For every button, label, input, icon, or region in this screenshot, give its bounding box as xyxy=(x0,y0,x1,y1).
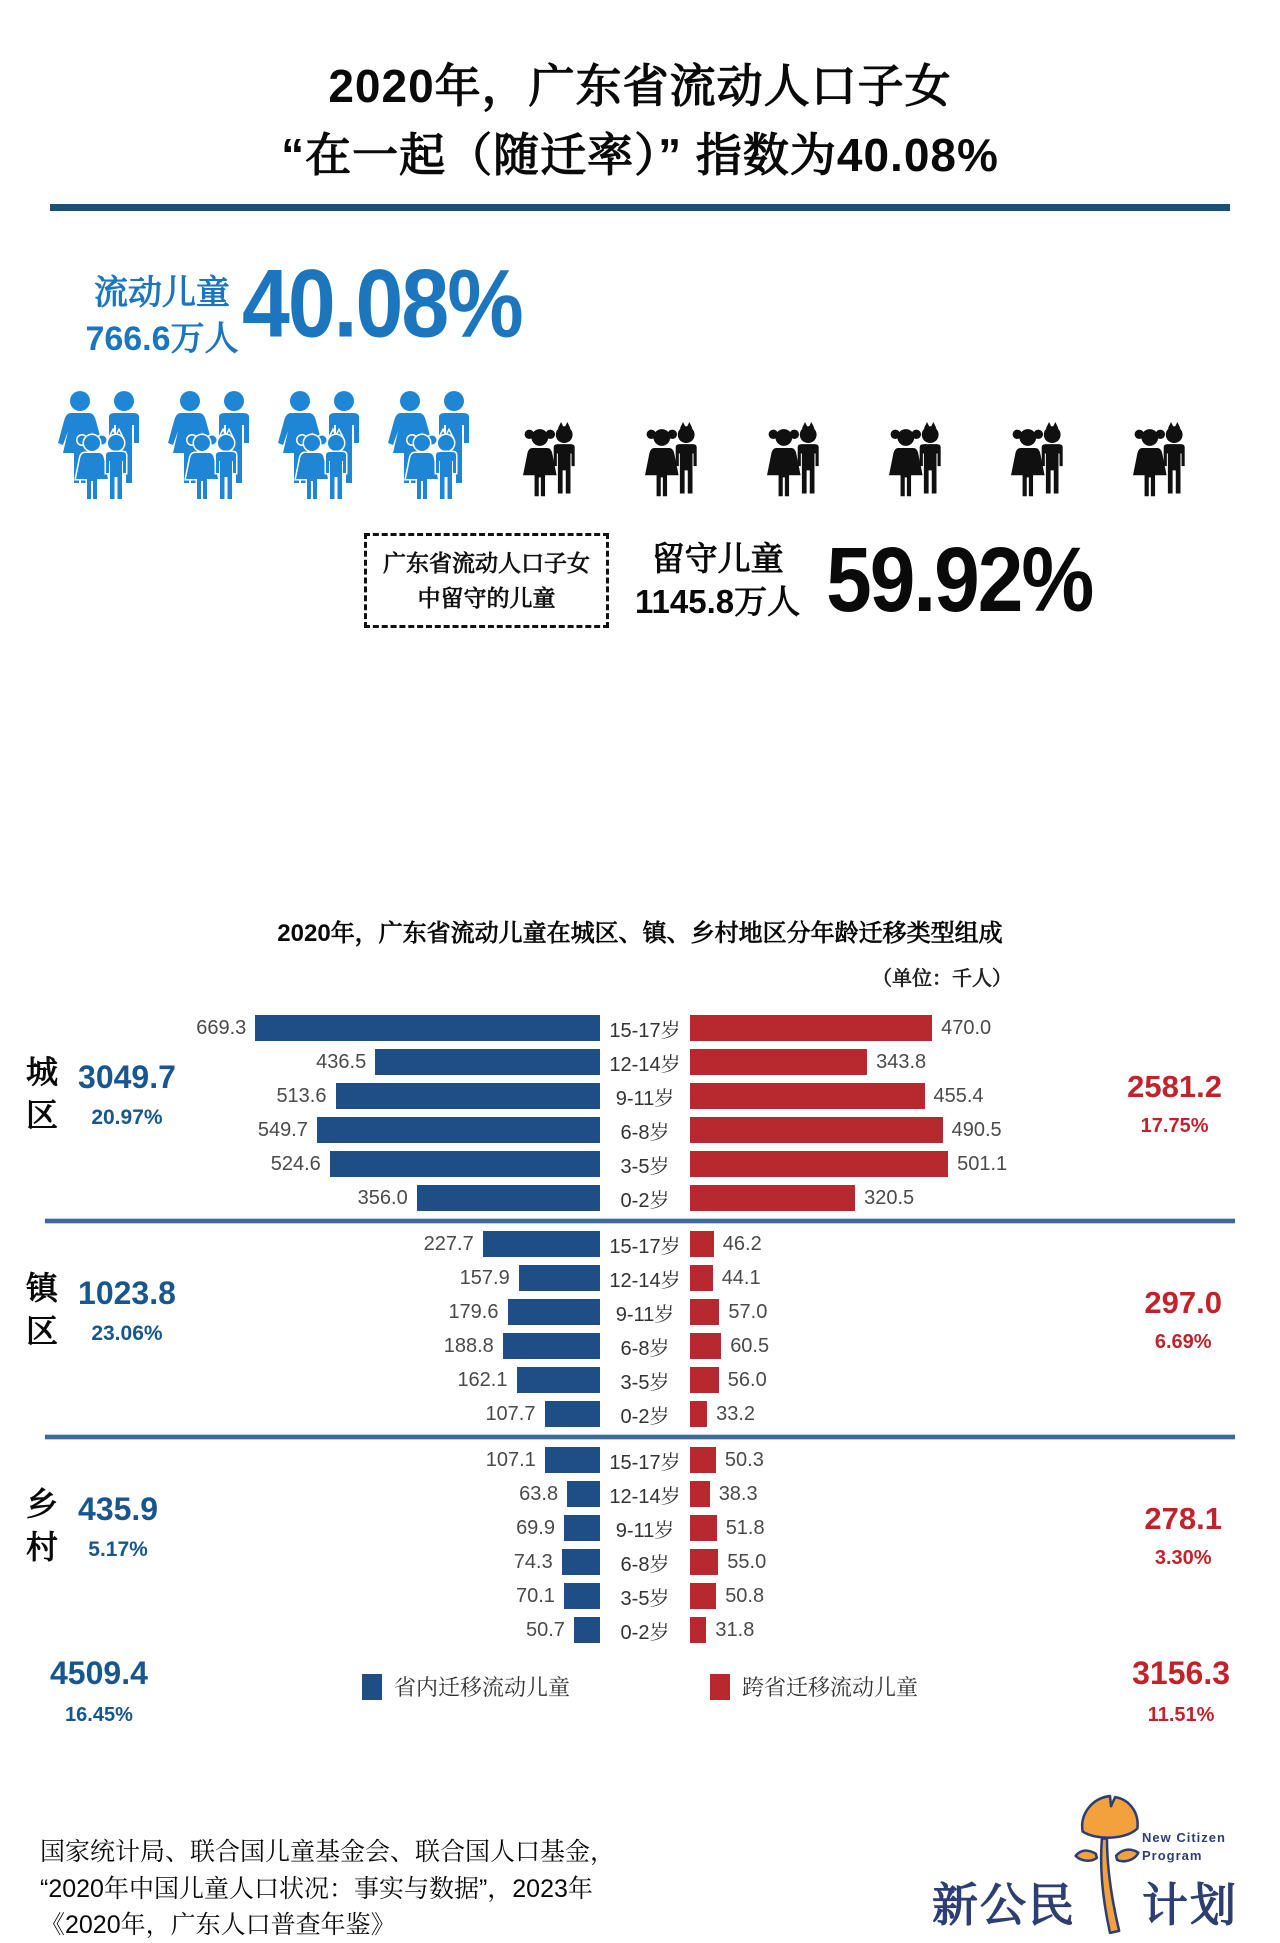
within-value: 179.6 xyxy=(448,1300,499,1323)
cross-value: 320.5 xyxy=(864,1186,915,1209)
region-block xyxy=(26,1051,176,1137)
cross-bar xyxy=(690,1401,707,1427)
cross-total-block xyxy=(1144,1285,1222,1354)
source-line3: 《2020年，广东人口普查年鉴》 xyxy=(40,1910,396,1939)
age-label: 9-11岁 xyxy=(615,1087,675,1110)
migrant-percent: 40.08% xyxy=(242,250,522,358)
age-label: 9-11岁 xyxy=(615,1519,675,1542)
children-pair-icon xyxy=(644,418,704,502)
bar-row xyxy=(40,1045,1240,1079)
region-block xyxy=(26,1267,176,1353)
page-title xyxy=(0,0,1280,190)
rows xyxy=(40,1227,1240,1431)
cross-total: 278.1 xyxy=(1144,1501,1222,1536)
cross-pct: 17.75% xyxy=(1140,1115,1209,1137)
bar-row xyxy=(40,1363,1240,1397)
family-icon xyxy=(382,387,482,502)
within-bar xyxy=(562,1549,600,1575)
black-pair-icons xyxy=(522,418,1192,502)
logo-en-line2: Program xyxy=(1142,1847,1203,1863)
cross-value: 56.0 xyxy=(727,1368,767,1391)
within-bar xyxy=(567,1481,600,1507)
region-label: 城 区 xyxy=(26,1054,59,1134)
cross-bar xyxy=(690,1515,717,1541)
migrant-label-line2: 766.6万人 xyxy=(85,319,239,358)
cross-value: 490.5 xyxy=(951,1118,1002,1141)
age-label: 6-8岁 xyxy=(620,1337,670,1360)
rows xyxy=(40,1011,1240,1215)
within-bar xyxy=(336,1083,601,1109)
cross-value: 44.1 xyxy=(721,1266,761,1289)
cross-bar xyxy=(690,1367,719,1393)
within-bar xyxy=(545,1401,601,1427)
within-bar xyxy=(417,1185,600,1211)
left-behind-label xyxy=(635,538,800,624)
within-value: 69.9 xyxy=(516,1516,555,1539)
section-rural xyxy=(0,1443,1280,1647)
source-line2: “2020年中国儿童人口状况：事实与数据”，2023年 xyxy=(40,1874,593,1903)
children-pair-icon xyxy=(766,418,826,502)
within-value: 227.7 xyxy=(423,1232,474,1255)
cross-bar xyxy=(690,1049,867,1075)
region-label: 镇 区 xyxy=(26,1270,59,1350)
legend-item-within xyxy=(362,1671,570,1702)
region-label: 乡 村 xyxy=(26,1486,59,1566)
page-title-line1: 2020年，广东省流动人口子女 xyxy=(328,60,952,112)
within-bar xyxy=(564,1583,600,1609)
cross-bar xyxy=(690,1083,925,1109)
within-value: 74.3 xyxy=(513,1550,553,1573)
title-underline xyxy=(50,204,1230,211)
age-label: 3-5岁 xyxy=(620,1587,670,1610)
icon-row xyxy=(52,387,1192,502)
chart-legend xyxy=(148,1671,1132,1702)
chart-section xyxy=(0,913,1280,1727)
cross-value: 51.8 xyxy=(725,1516,765,1539)
within-bar xyxy=(317,1117,600,1143)
bar-row xyxy=(40,1329,1240,1363)
cross-bar xyxy=(690,1481,710,1507)
within-bar xyxy=(330,1151,600,1177)
within-bar xyxy=(483,1231,600,1257)
cross-bar xyxy=(690,1185,855,1211)
cross-value: 50.3 xyxy=(724,1448,764,1471)
age-label: 12-14岁 xyxy=(609,1485,681,1508)
page-title-line2: “在一起（随迁率）” 指数为40.08% xyxy=(281,129,999,181)
cross-bar xyxy=(690,1549,718,1575)
footer xyxy=(0,1791,1280,1943)
bar-row xyxy=(40,1443,1240,1477)
within-bar xyxy=(508,1299,601,1325)
age-label: 9-11岁 xyxy=(615,1303,675,1326)
age-label: 0-2岁 xyxy=(620,1189,670,1212)
bar-row xyxy=(40,1511,1240,1545)
hero-section xyxy=(0,211,1280,913)
within-bar xyxy=(574,1617,600,1643)
within-bar xyxy=(517,1367,601,1393)
source-line1: 国家统计局、联合国儿童基金会、联合国人口基金， xyxy=(40,1838,616,1867)
age-label: 6-8岁 xyxy=(620,1553,670,1576)
within-value: 162.1 xyxy=(457,1368,508,1391)
age-label: 3-5岁 xyxy=(620,1155,670,1178)
within-value: 107.1 xyxy=(485,1448,536,1471)
cross-value: 470.0 xyxy=(941,1016,992,1039)
within-bar xyxy=(545,1447,600,1473)
logo-cn-part1: 新公民 xyxy=(932,1879,1076,1931)
age-label: 12-14岁 xyxy=(609,1053,681,1076)
bar-row xyxy=(40,1579,1240,1613)
within-bar xyxy=(375,1049,600,1075)
legend-label-cross: 跨省迁移流动儿童 xyxy=(742,1675,919,1700)
section-divider xyxy=(45,1434,1235,1440)
grand-total-within xyxy=(50,1655,148,1727)
cross-bar xyxy=(690,1333,721,1359)
bar-row xyxy=(40,1477,1240,1511)
rows xyxy=(40,1443,1240,1647)
grand-total-within-value: 4509.4 xyxy=(50,1655,148,1691)
cross-bar xyxy=(690,1151,948,1177)
cross-total-block xyxy=(1144,1501,1222,1570)
bar-row xyxy=(40,1545,1240,1579)
age-label: 12-14岁 xyxy=(609,1269,681,1292)
bar-row xyxy=(40,1295,1240,1329)
cross-pct: 6.69% xyxy=(1154,1331,1212,1353)
cross-bar xyxy=(690,1265,713,1291)
left-behind-label-line2: 1145.8万人 xyxy=(635,582,801,620)
within-total: 3049.7 xyxy=(78,1058,176,1095)
within-value: 157.9 xyxy=(459,1266,510,1289)
within-pct: 5.17% xyxy=(88,1537,148,1561)
family-icon xyxy=(52,387,152,502)
cross-value: 46.2 xyxy=(722,1232,762,1255)
within-value: 107.7 xyxy=(485,1402,536,1425)
within-bar xyxy=(564,1515,600,1541)
age-label: 3-5岁 xyxy=(620,1371,670,1394)
within-total: 435.9 xyxy=(78,1490,159,1527)
within-value: 63.8 xyxy=(519,1482,559,1505)
bar-row xyxy=(40,1261,1240,1295)
left-behind-percent: 59.92% xyxy=(826,528,1093,631)
within-value: 549.7 xyxy=(257,1118,308,1141)
left-behind-row xyxy=(364,528,1093,631)
within-bar xyxy=(255,1015,600,1041)
logo-cn-part2: 计划 xyxy=(1142,1879,1238,1931)
ginkgo-leaf-icon xyxy=(1072,1791,1146,1943)
children-pair-icon xyxy=(888,418,948,502)
within-value: 70.1 xyxy=(515,1584,555,1607)
age-label: 15-17岁 xyxy=(609,1451,681,1474)
chart-body xyxy=(0,1011,1280,1647)
grand-total-cross-value: 3156.3 xyxy=(1132,1655,1230,1691)
bar-row xyxy=(40,1227,1240,1261)
age-label: 15-17岁 xyxy=(609,1235,681,1258)
within-value: 524.6 xyxy=(270,1152,321,1175)
logo-en-text xyxy=(1142,1829,1226,1865)
cross-value: 57.0 xyxy=(728,1300,768,1323)
within-value: 188.8 xyxy=(443,1334,494,1357)
bar-row xyxy=(40,1011,1240,1045)
cross-value: 50.8 xyxy=(725,1584,765,1607)
grand-totals-row xyxy=(0,1655,1280,1727)
region-block xyxy=(26,1483,158,1569)
cross-total-block xyxy=(1127,1069,1222,1138)
cross-value: 38.3 xyxy=(718,1482,758,1505)
section-urban xyxy=(0,1011,1280,1215)
within-bar xyxy=(519,1265,600,1291)
bar-row xyxy=(40,1079,1240,1113)
logo-en-line1: New Citizen xyxy=(1142,1829,1226,1845)
children-pair-icon xyxy=(1132,418,1192,502)
grand-total-cross xyxy=(1132,1655,1230,1727)
grand-total-cross-pct: 11.51% xyxy=(1147,1704,1215,1726)
legend-label-within: 省内迁移流动儿童 xyxy=(393,1675,570,1700)
cross-value: 501.1 xyxy=(957,1152,1008,1175)
grand-total-within-pct: 16.45% xyxy=(65,1704,133,1726)
within-value: 356.0 xyxy=(357,1186,408,1209)
bar-row xyxy=(40,1397,1240,1431)
family-icon xyxy=(272,387,372,502)
migrant-label-line1: 流动儿童 xyxy=(94,274,230,312)
within-value: 513.6 xyxy=(276,1084,327,1107)
cross-value: 343.8 xyxy=(876,1050,927,1073)
note-line2: 中留守的儿童 xyxy=(417,584,556,611)
cross-bar xyxy=(690,1299,719,1325)
cross-value: 60.5 xyxy=(730,1334,770,1357)
bar-row xyxy=(40,1147,1240,1181)
cross-value: 55.0 xyxy=(727,1550,767,1573)
cross-bar xyxy=(690,1231,714,1257)
left-behind-label-line1: 留守儿童 xyxy=(651,539,784,577)
migrant-children-label xyxy=(62,271,262,363)
within-pct: 23.06% xyxy=(91,1321,163,1345)
family-icon xyxy=(162,387,262,502)
cross-bar xyxy=(690,1583,716,1609)
section-town xyxy=(0,1227,1280,1431)
cross-bar xyxy=(690,1015,932,1041)
note-line1: 广东省流动人口子女 xyxy=(383,550,590,576)
within-pct: 20.97% xyxy=(91,1105,163,1129)
cross-total: 297.0 xyxy=(1144,1285,1222,1320)
legend-swatch-red xyxy=(710,1674,730,1700)
section-divider xyxy=(45,1218,1235,1224)
cross-pct: 3.30% xyxy=(1154,1547,1212,1569)
chart-title: 2020年，广东省流动儿童在城区、镇、乡村地区分年龄迁移类型组成 xyxy=(277,920,1003,947)
within-total: 1023.8 xyxy=(78,1274,176,1311)
left-behind-note-box xyxy=(364,533,609,628)
bar-row xyxy=(40,1113,1240,1147)
age-label: 15-17岁 xyxy=(609,1019,681,1042)
age-label: 0-2岁 xyxy=(620,1405,670,1428)
within-value: 436.5 xyxy=(316,1050,367,1073)
bar-row xyxy=(40,1181,1240,1215)
cross-bar xyxy=(690,1117,943,1143)
cross-value: 31.8 xyxy=(715,1618,755,1641)
cross-value: 33.2 xyxy=(716,1402,756,1425)
blue-family-icons xyxy=(52,387,482,502)
within-value: 50.7 xyxy=(525,1618,565,1641)
chart-unit-note: （单位：千人） xyxy=(872,968,1012,990)
cross-value: 455.4 xyxy=(933,1084,984,1107)
cross-bar xyxy=(690,1447,716,1473)
age-label: 0-2岁 xyxy=(620,1621,670,1644)
within-value: 669.3 xyxy=(196,1016,247,1039)
age-label: 6-8岁 xyxy=(620,1121,670,1144)
children-pair-icon xyxy=(1010,418,1070,502)
data-sources xyxy=(40,1834,615,1943)
legend-item-cross xyxy=(710,1671,918,1702)
cross-total: 2581.2 xyxy=(1127,1069,1222,1104)
new-citizen-program-logo xyxy=(932,1791,1238,1943)
cross-bar xyxy=(690,1617,706,1643)
bar-row xyxy=(40,1613,1240,1647)
within-bar xyxy=(503,1333,600,1359)
children-pair-icon xyxy=(522,418,582,502)
legend-swatch-blue xyxy=(362,1674,382,1700)
